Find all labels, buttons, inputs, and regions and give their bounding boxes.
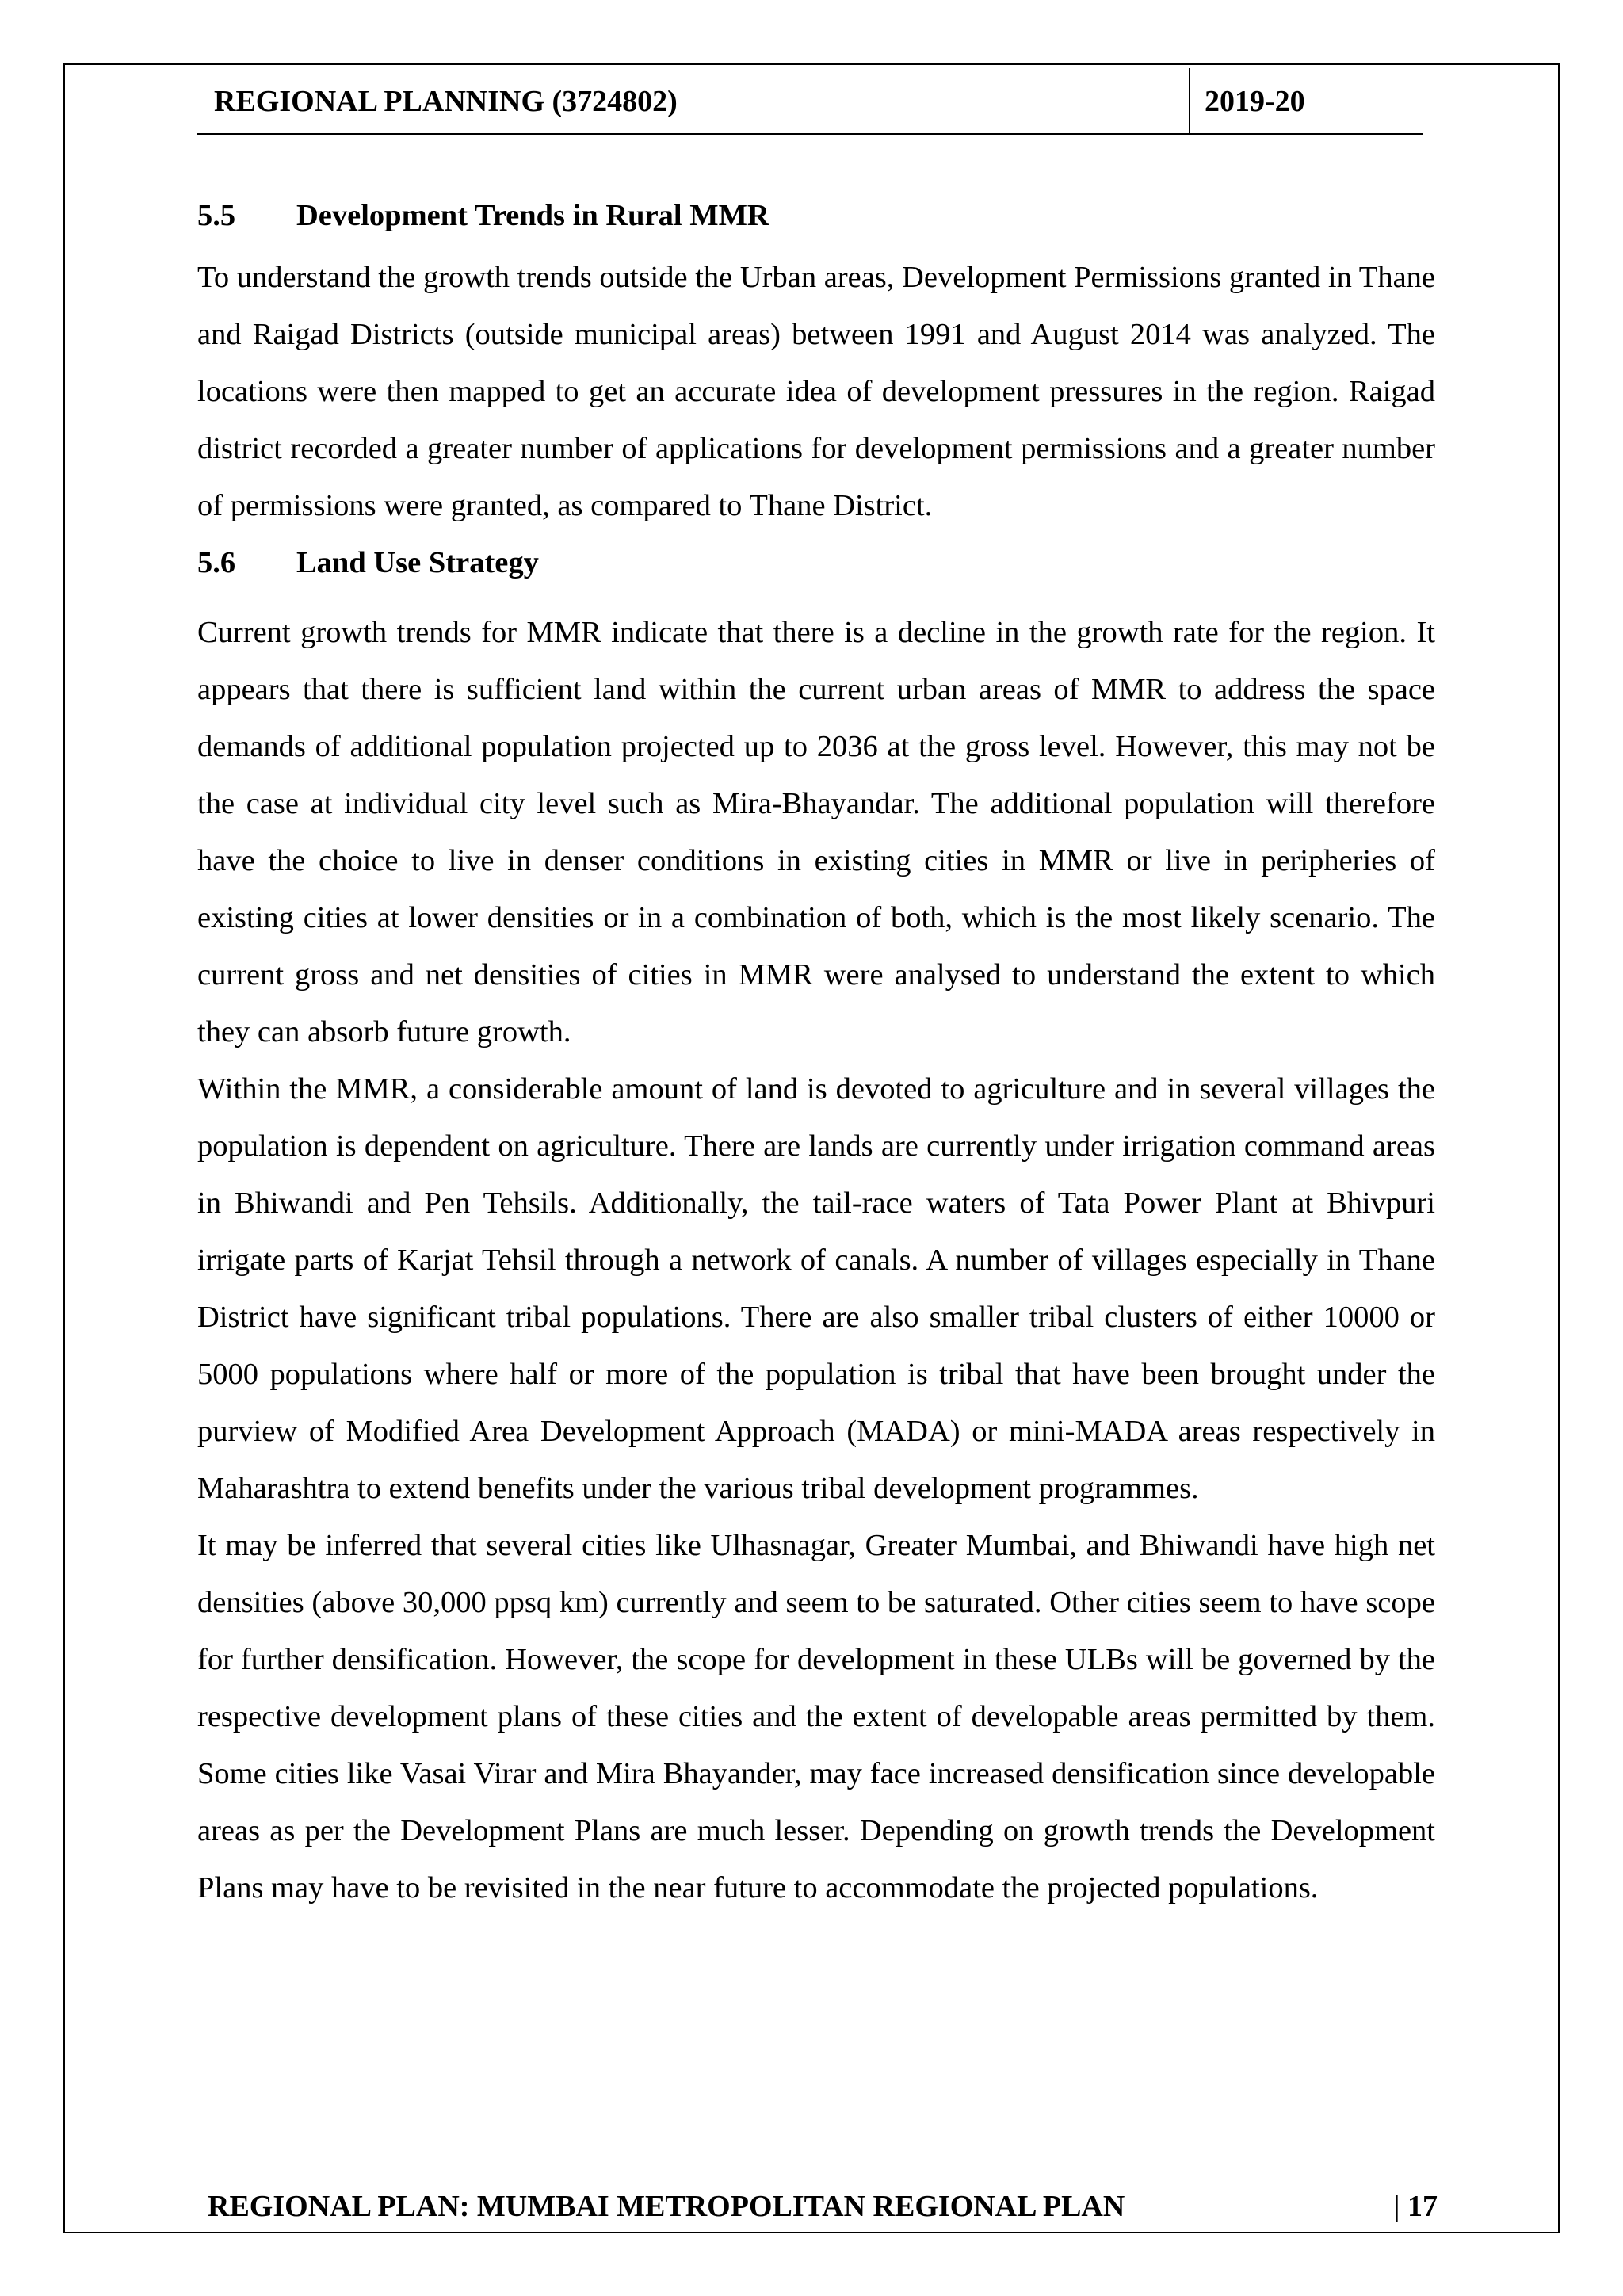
- section-number: 5.6: [197, 546, 236, 579]
- page-number: | 17: [1393, 2190, 1438, 2223]
- section-title: Land Use Strategy: [296, 546, 539, 579]
- section-heading: [197, 534, 1435, 591]
- paragraph: It may be inferred that several cities like Ulhasnagar, Greater Mumbai, and Bhiwandi have high net densities (above 30,000 ppsq km) currently and seem to be saturated. Other cities seem to have scope for further densification. However, the scope for development in these ULBs will be governed by the respective development plans of these cities and the extent of developable areas permitted by them. Some cities like Vasai Virar and Mira Bhayander, may face increased densification since developable areas as per the Development Plans are much lesser. Depending on growth trends the Development Plans may have to be revisited in the near future to accommodate the projected populations.: [197, 1529, 1435, 1904]
- footer-title: REGIONAL PLAN: MUMBAI METROPOLITAN REGIONAL PLAN: [208, 2190, 1125, 2223]
- header-title: REGIONAL PLANNING (3724802): [214, 85, 678, 118]
- paragraph: Current growth trends for MMR indicate that there is a decline in the growth rate for the region. It appears that there is sufficient land within the current urban areas of MMR to address the space demands of additional population projected up to 2036 at the gross level. However, this may not be the case at individual city level such as Mira-Bhayandar. The additional population will therefore have the choice to live in denser conditions in existing cities in MMR or live in peripheries of existing cities at lower densities or in a combination of both, which is the most likely scenario. The current gross and net densities of cities in MMR were analysed to understand the extent to which they can absorb future growth.: [197, 616, 1435, 1049]
- page-content: [197, 187, 1435, 1916]
- page-footer: [208, 2189, 1438, 2227]
- section-heading: [197, 187, 1435, 244]
- header-year: 2019-20: [1205, 85, 1305, 118]
- paragraph: To understand the growth trends outside the Urban areas, Development Permissions granted in Thane and Raigad Districts (outside municipal areas) between 1991 and August 2014 was analyzed. The locations were then mapped to get an accurate idea of development pressures in the region. Raigad district recorded a greater number of applications for development permissions and a greater number of permissions were granted, as compared to Thane District.: [197, 261, 1435, 522]
- paragraph: Within the MMR, a considerable amount of land is devoted to agriculture and in several villages the population is dependent on agriculture. There are lands are currently under irrigation command areas in Bhiwandi and Pen Tehsils. Additionally, the tail-race waters of Tata Power Plant at Bhivpuri irrigate parts of Karjat Tehsil through a network of canals. A number of villages especially in Thane District have significant tribal populations. There are also smaller tribal clusters of either 10000 or 5000 populations where half or more of the population is tribal that have been brought under the purview of Modified Area Development Approach (MADA) or mini-MADA areas respectively in Maharashtra to extend benefits under the various tribal development programmes.: [197, 1072, 1435, 1505]
- section-number: 5.5: [197, 199, 236, 232]
- header-divider: [1189, 68, 1190, 135]
- section-title: Development Trends in Rural MMR: [296, 199, 769, 232]
- page-header: [197, 68, 1423, 135]
